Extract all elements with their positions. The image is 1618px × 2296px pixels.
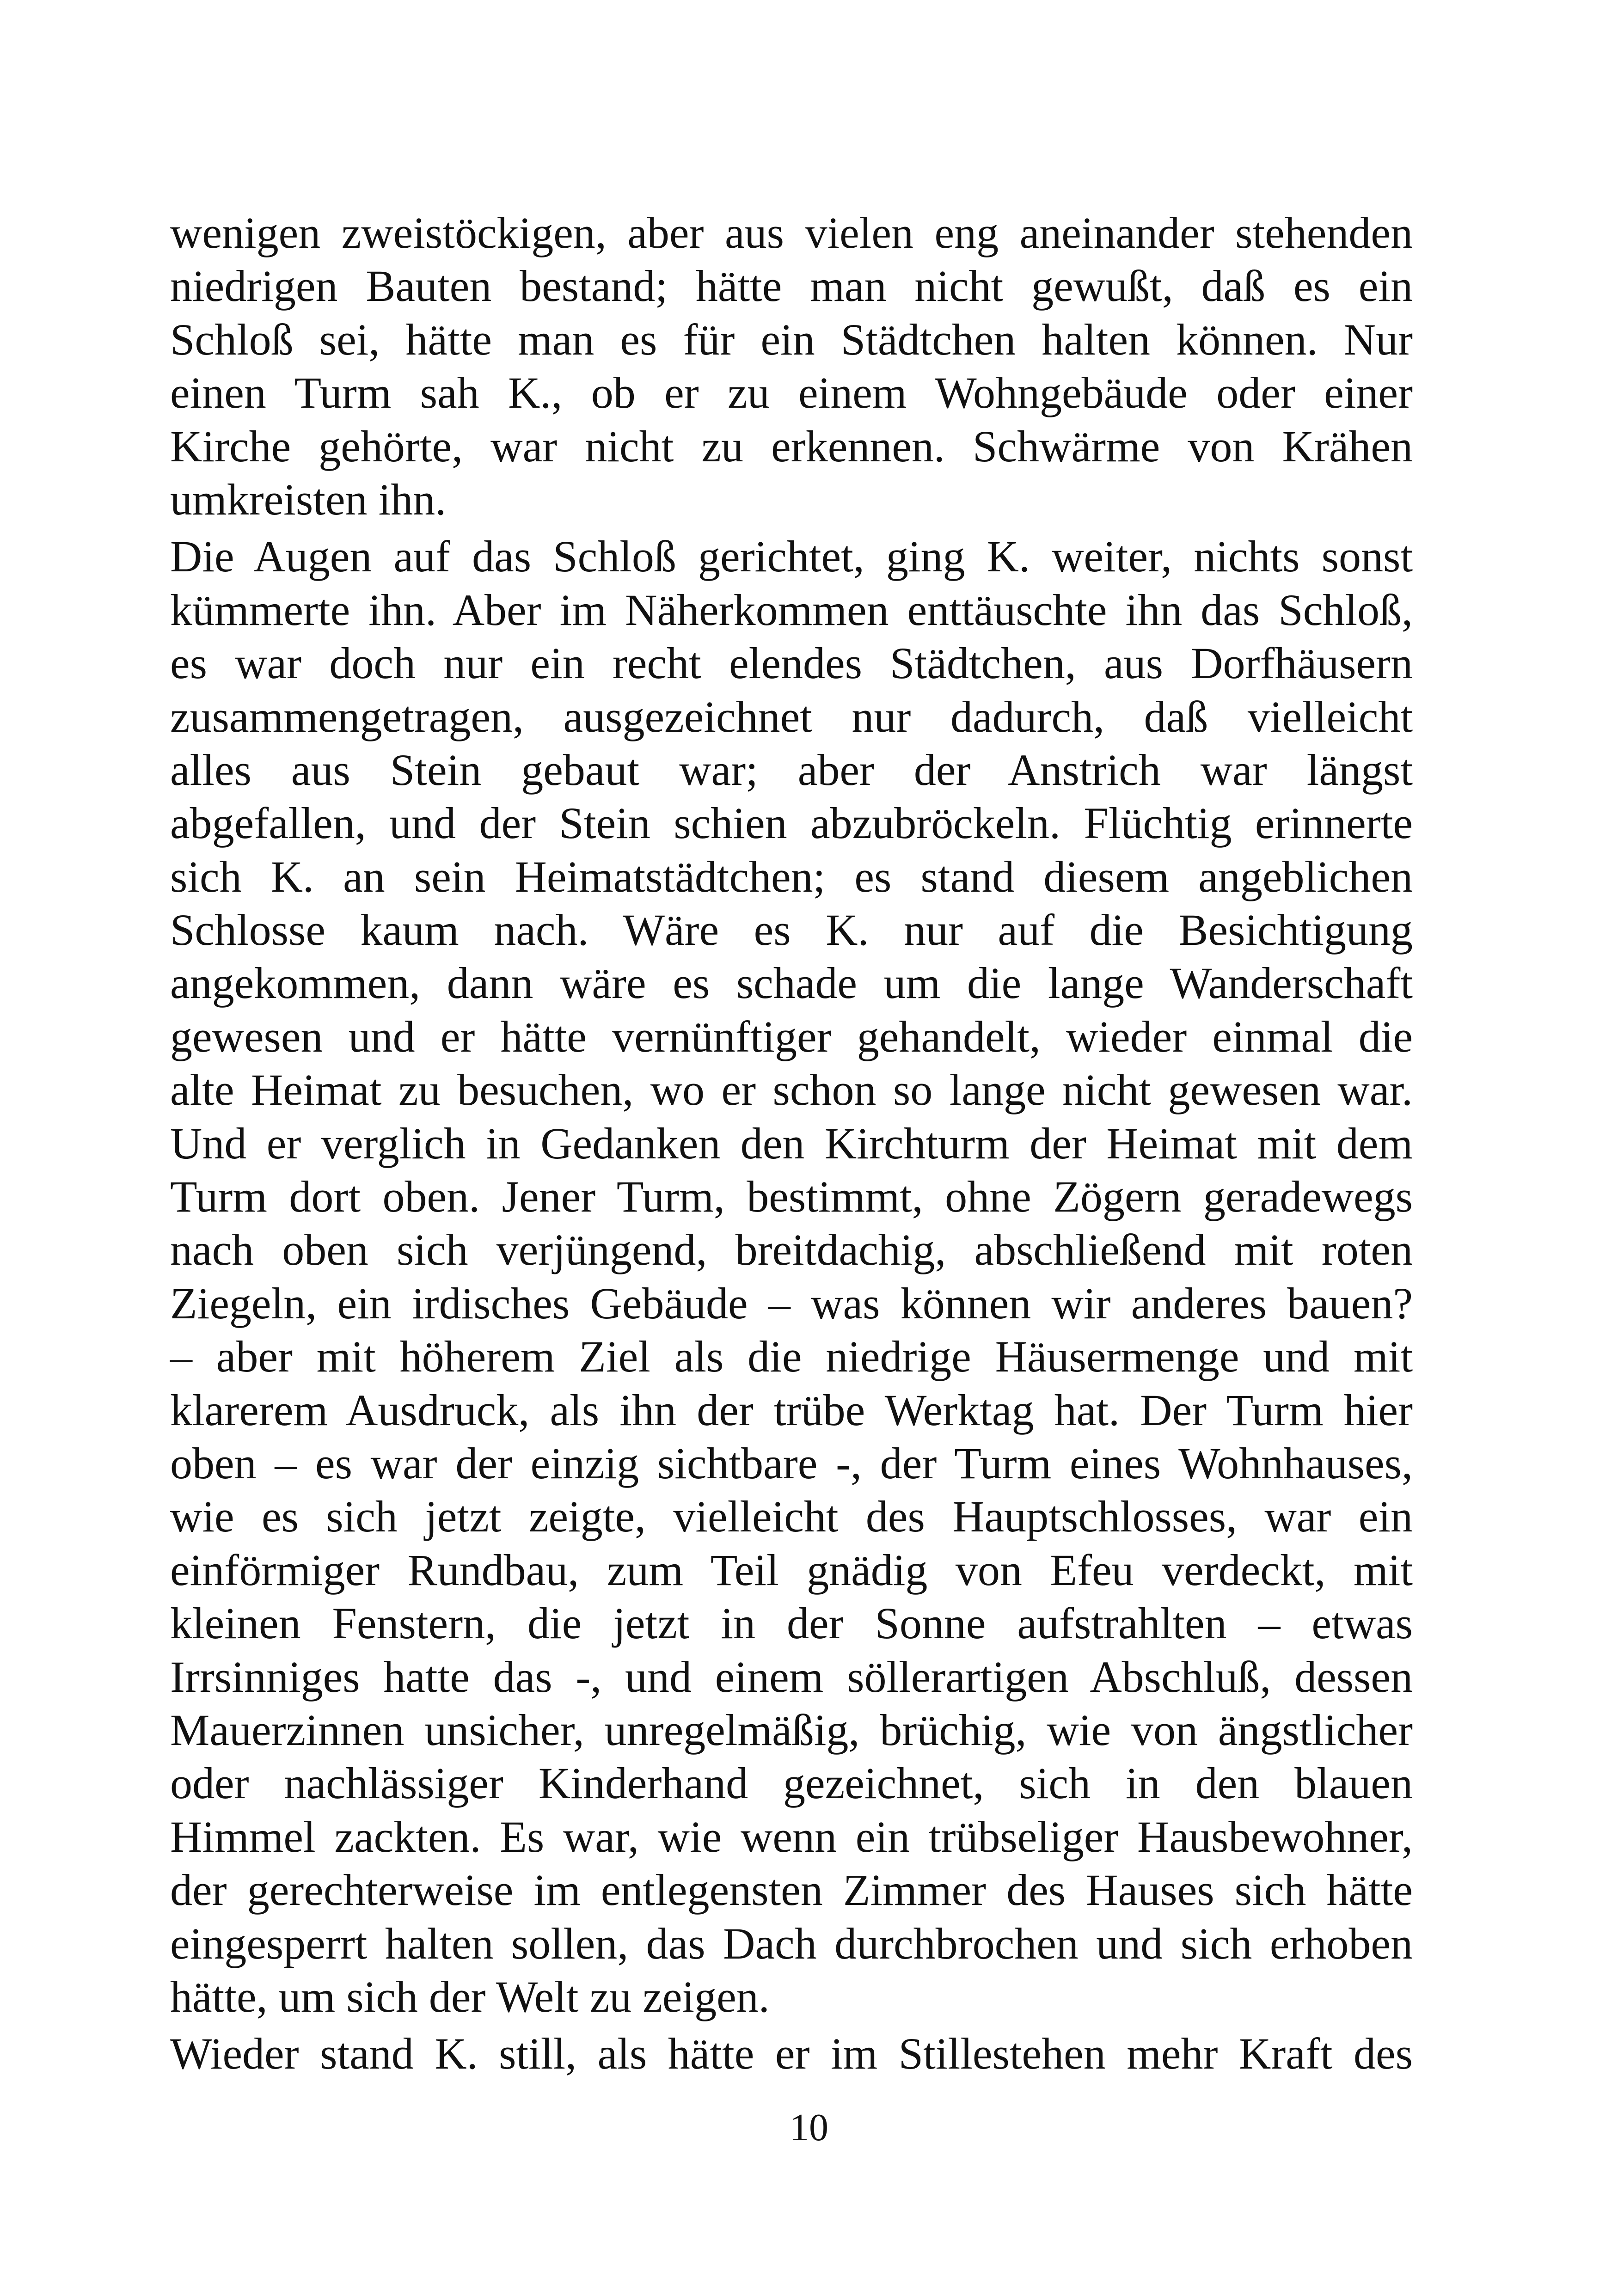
text-line: oder nachlässiger Kinderhand gezeichnet, sich in den blauen	[170, 1758, 1413, 1808]
text-line: zusammengetragen, ausgezeichnet nur dadurch, daß vielleicht	[170, 692, 1413, 741]
text-line: Und er verglich in Gedanken den Kirchturm der Heimat mit dem	[170, 1118, 1413, 1168]
text-line: eingesperrt halten sollen, das Dach durchbrochen und sich erhoben	[170, 1918, 1413, 1968]
text-line: Turm dort oben. Jener Turm, bestimmt, ohne Zögern geradewegs	[170, 1172, 1413, 1222]
text-line: alte Heimat zu besuchen, wo er schon so lange nicht gewesen war.	[170, 1065, 1413, 1115]
text-line: wenigen zweistöckigen, aber aus vielen eng aneinander stehenden	[170, 208, 1413, 257]
text-line: einen Turm sah K., ob er zu einem Wohngebäude oder einer	[170, 368, 1413, 418]
text-line: es war doch nur ein recht elendes Städtchen, aus Dorfhäusern	[170, 638, 1413, 688]
body-text	[170, 206, 1413, 2081]
page-number: 10	[790, 2106, 828, 2149]
text-line: kleinen Fenstern, die jetzt in der Sonne aufstrahlten – etwas	[170, 1598, 1413, 1648]
text-line: wie es sich jetzt zeigte, vielleicht des Hauptschlosses, war ein	[170, 1492, 1413, 1542]
text-line: nach oben sich verjüngend, breitdachig, abschließend mit roten	[170, 1225, 1413, 1275]
text-line: Irrsinniges hatte das -, und einem söllerartigen Abschluß, dessen	[170, 1652, 1413, 1702]
paragraph	[170, 2027, 1413, 2080]
text-line: niedrigen Bauten bestand; hätte man nicht gewußt, daß es ein	[170, 261, 1413, 311]
text-line: klarerem Ausdruck, als ihn der trübe Werktag hat. Der Turm hier	[170, 1385, 1413, 1435]
text-line: gewesen und er hätte vernünftiger gehandelt, wieder einmal die	[170, 1011, 1413, 1061]
text-line: angekommen, dann wäre es schade um die lange Wanderschaft	[170, 958, 1413, 1008]
text-line: sich K. an sein Heimatstädtchen; es stand diesem angeblichen	[170, 851, 1413, 901]
text-line: Schloß sei, hätte man es für ein Städtchen halten können. Nur	[170, 314, 1413, 364]
text-line: umkreisten ihn.	[170, 474, 447, 524]
text-line: Schlosse kaum nach. Wäre es K. nur auf die Besichtigung	[170, 905, 1413, 955]
text-line: Wieder stand K. still, als hätte er im Stillestehen mehr Kraft des	[170, 2029, 1413, 2079]
text-line: der gerechterweise im entlegensten Zimmer des Hauses sich hätte	[170, 1865, 1413, 1915]
paragraph	[170, 530, 1413, 2023]
text-line: oben – es war der einzig sichtbare -, der Turm eines Wohnhauses,	[170, 1438, 1413, 1488]
text-line: Ziegeln, ein irdisches Gebäude – was können wir anderes bauen?	[170, 1278, 1413, 1328]
text-line: Die Augen auf das Schloß gerichtet, ging K. weiter, nichts sonst	[170, 532, 1413, 582]
text-line: Mauerzinnen unsicher, unregelmäßig, brüchig, wie von ängstlicher	[170, 1705, 1413, 1755]
text-line: Himmel zackten. Es war, wie wenn ein trübseliger Hausbewohner,	[170, 1812, 1413, 1861]
text-line: hätte, um sich der Welt zu zeigen.	[170, 1971, 770, 2021]
text-line: einförmiger Rundbau, zum Teil gnädig von Efeu verdeckt, mit	[170, 1545, 1413, 1595]
paragraph	[170, 206, 1413, 526]
text-line: Kirche gehörte, war nicht zu erkennen. Schwärme von Krähen	[170, 421, 1413, 471]
text-line: – aber mit höherem Ziel als die niedrige Häusermenge und mit	[170, 1332, 1413, 1382]
text-line: abgefallen, und der Stein schien abzubröckeln. Flüchtig erinnerte	[170, 798, 1413, 848]
text-line: alles aus Stein gebaut war; aber der Anstrich war längst	[170, 745, 1413, 795]
text-line: kümmerte ihn. Aber im Näherkommen enttäuschte ihn das Schloß,	[170, 585, 1413, 635]
